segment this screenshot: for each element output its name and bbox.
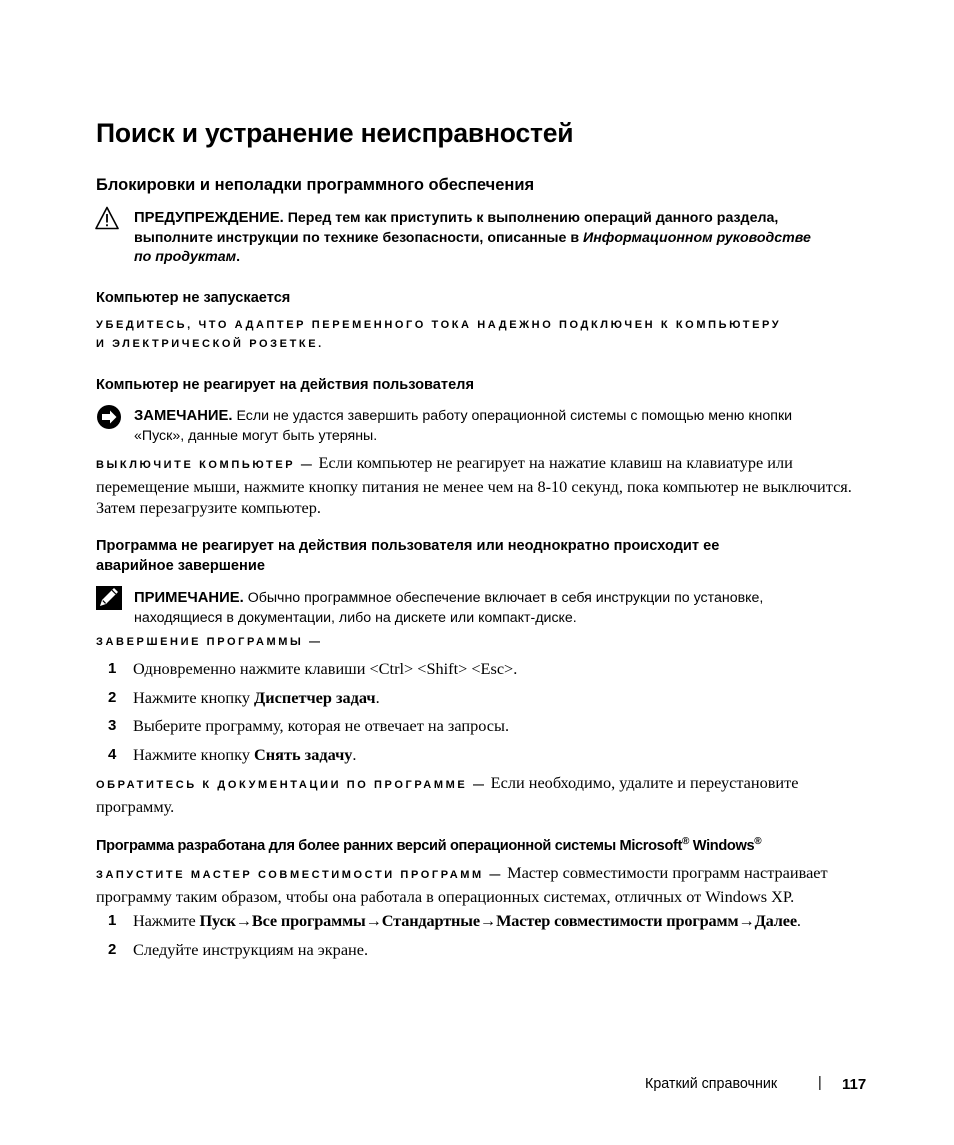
step-number: 1: [108, 660, 117, 677]
step1-prefix: Нажмите: [133, 911, 200, 930]
warning-text-2: выполните инструкции по технике безопасности, описанные в: [134, 229, 580, 246]
list-item: [108, 744, 357, 775]
step-tail: .: [352, 744, 357, 764]
sub1-instruction-line2: И ЭЛЕКТРИЧЕСКОЙ РОЗЕТКЕ.: [96, 338, 324, 350]
sub1-instruction-line1: УБЕДИТЕСЬ, ЧТО АДАПТЕР ПЕРЕМЕННОГО ТОКА НАДЕЖНО ПОДКЛЮЧЕН К КОМПЬЮТЕРУ: [96, 319, 782, 331]
list-item: [108, 939, 369, 970]
list-item: [108, 659, 518, 689]
step-number: 2: [108, 688, 117, 706]
section-title: Блокировки и неполадки программного обеспечения: [96, 176, 535, 194]
sub2-action-text-2: перемещение мыши, нажмите кнопку питания не менее чем на 8-10 секунд, пока компьютер не выключится.: [96, 477, 852, 496]
sub4-wizard-label: ЗАПУСТИТЕ МАСТЕР СОВМЕСТИМОСТИ ПРОГРАММ —: [96, 869, 504, 881]
footer-book-title: Краткий справочник: [645, 1076, 778, 1092]
step1-path-2: Стандартные: [381, 911, 480, 930]
step-text: Выберите программу, которая не отвечает на запросы.: [133, 716, 510, 735]
sub3-title-1: Программа не реагирует на действия пользователя или неоднократно происходит ее: [96, 538, 720, 554]
footer-page-number: 117: [842, 1076, 867, 1093]
sub2-action-label: ВЫКЛЮЧИТЕ КОМПЬЮТЕР —: [96, 459, 315, 471]
step1-path-3: Мастер совместимости программ: [496, 911, 739, 930]
sub3-title-2: аварийное завершение: [96, 558, 265, 574]
note-block: [134, 589, 864, 628]
sub3-action-label: ЗАВЕРШЕНИЕ ПРОГРАММЫ —: [96, 636, 323, 648]
notice-label: ЗАМЕЧАНИЕ.: [134, 408, 233, 424]
step-number: 4: [108, 745, 117, 763]
warning-text-1: Перед тем как приступить к выполнению операций данного раздела,: [287, 210, 779, 226]
step-text: Нажмите кнопку: [133, 744, 255, 764]
sub3-doc-text-1: Если необходимо, удалите и переустановите: [490, 773, 799, 792]
step-text: Одновременно нажмите клавиши <Ctrl> <Shift> <Esc>.: [133, 659, 518, 678]
step-bold: Диспетчер задач: [254, 687, 376, 707]
notice-block: [134, 407, 864, 446]
sub2-title: Компьютер не реагирует на действия пользователя: [96, 377, 474, 393]
sub1-title: Компьютер не запускается: [96, 290, 291, 306]
sub4-wizard: [96, 862, 866, 907]
notice-text-2: «Пуск», данные могут быть утеряны.: [134, 427, 378, 444]
sub2-action-text-3: Затем перезагрузите компьютер.: [96, 498, 321, 517]
step1-path-0: Пуск: [199, 911, 236, 930]
step-number: 1: [108, 912, 117, 929]
step-tail: .: [375, 687, 380, 707]
list-item: [108, 911, 801, 941]
sub4-title-main: Программа разработана для более ранних версий операционной системы Microsoft: [96, 837, 683, 854]
list-item: [108, 687, 380, 718]
note-text-2: находящиеся в документации, либо на дискете или компакт-диске.: [134, 609, 577, 626]
sub4-title-reg: ®: [682, 836, 690, 847]
sub3-doc-label: ОБРАТИТЕСЬ К ДОКУМЕНТАЦИИ ПО ПРОГРАММЕ —: [96, 779, 487, 791]
sub4-title-reg2: ®: [754, 836, 762, 847]
warning-label: ПРЕДУПРЕЖДЕНИЕ.: [134, 210, 284, 226]
pencil-note-icon: [96, 586, 122, 615]
sub3-doc-text-2: программу.: [96, 797, 175, 816]
list-item: [108, 716, 510, 746]
sub4-title: [96, 836, 761, 854]
step-bold: Снять задачу: [254, 744, 353, 764]
sub4-title-windows: Windows: [689, 837, 755, 854]
footer-separator: |: [818, 1075, 822, 1091]
step-number: 3: [108, 717, 117, 734]
step1-arrow: →: [738, 911, 755, 930]
warning-italic: Информационном руководстве: [583, 229, 811, 246]
step1-end: .: [796, 911, 801, 930]
step-list: [108, 659, 518, 774]
step-text: Нажмите кнопку: [133, 687, 255, 707]
notice-text-1: Если не удастся завершить работу операционной системы с помощью меню кнопки: [236, 408, 793, 424]
step1-path-4: Далее: [754, 911, 797, 930]
warning-italic-2: по продуктам: [134, 249, 237, 265]
step1-path-1: Все программы: [251, 911, 366, 930]
step2-text: Следуйте инструкциям на экране.: [133, 939, 369, 959]
warning-triangle-icon: [95, 206, 119, 235]
note-text-1: Обычно программное обеспечение включает в себя инструкции по установке,: [247, 590, 764, 606]
sub3-doc: [96, 772, 866, 817]
sub4-wizard-text-2: программу таким образом, чтобы она работала в операционных системах, отличных от Windows XP.: [96, 887, 795, 906]
warning-notice: [134, 209, 864, 268]
page-title: Поиск и устранение неисправностей: [96, 118, 574, 148]
step1-arrow: →: [479, 911, 497, 930]
sub2-action: [96, 452, 866, 518]
sub4-step-list: [108, 911, 801, 969]
step1-arrow: →: [365, 911, 382, 930]
note-label: ПРИМЕЧАНИЕ.: [134, 590, 244, 606]
warning-end: .: [236, 249, 241, 265]
step-number: 2: [108, 940, 117, 958]
notice-stop-icon: [96, 404, 122, 435]
sub2-action-text-1: Если компьютер не реагирует на нажатие клавиш на клавиатуре или: [318, 453, 793, 472]
step1-arrow: →: [235, 911, 252, 930]
sub4-wizard-text-1: Мастер совместимости программ настраивает: [507, 863, 828, 882]
